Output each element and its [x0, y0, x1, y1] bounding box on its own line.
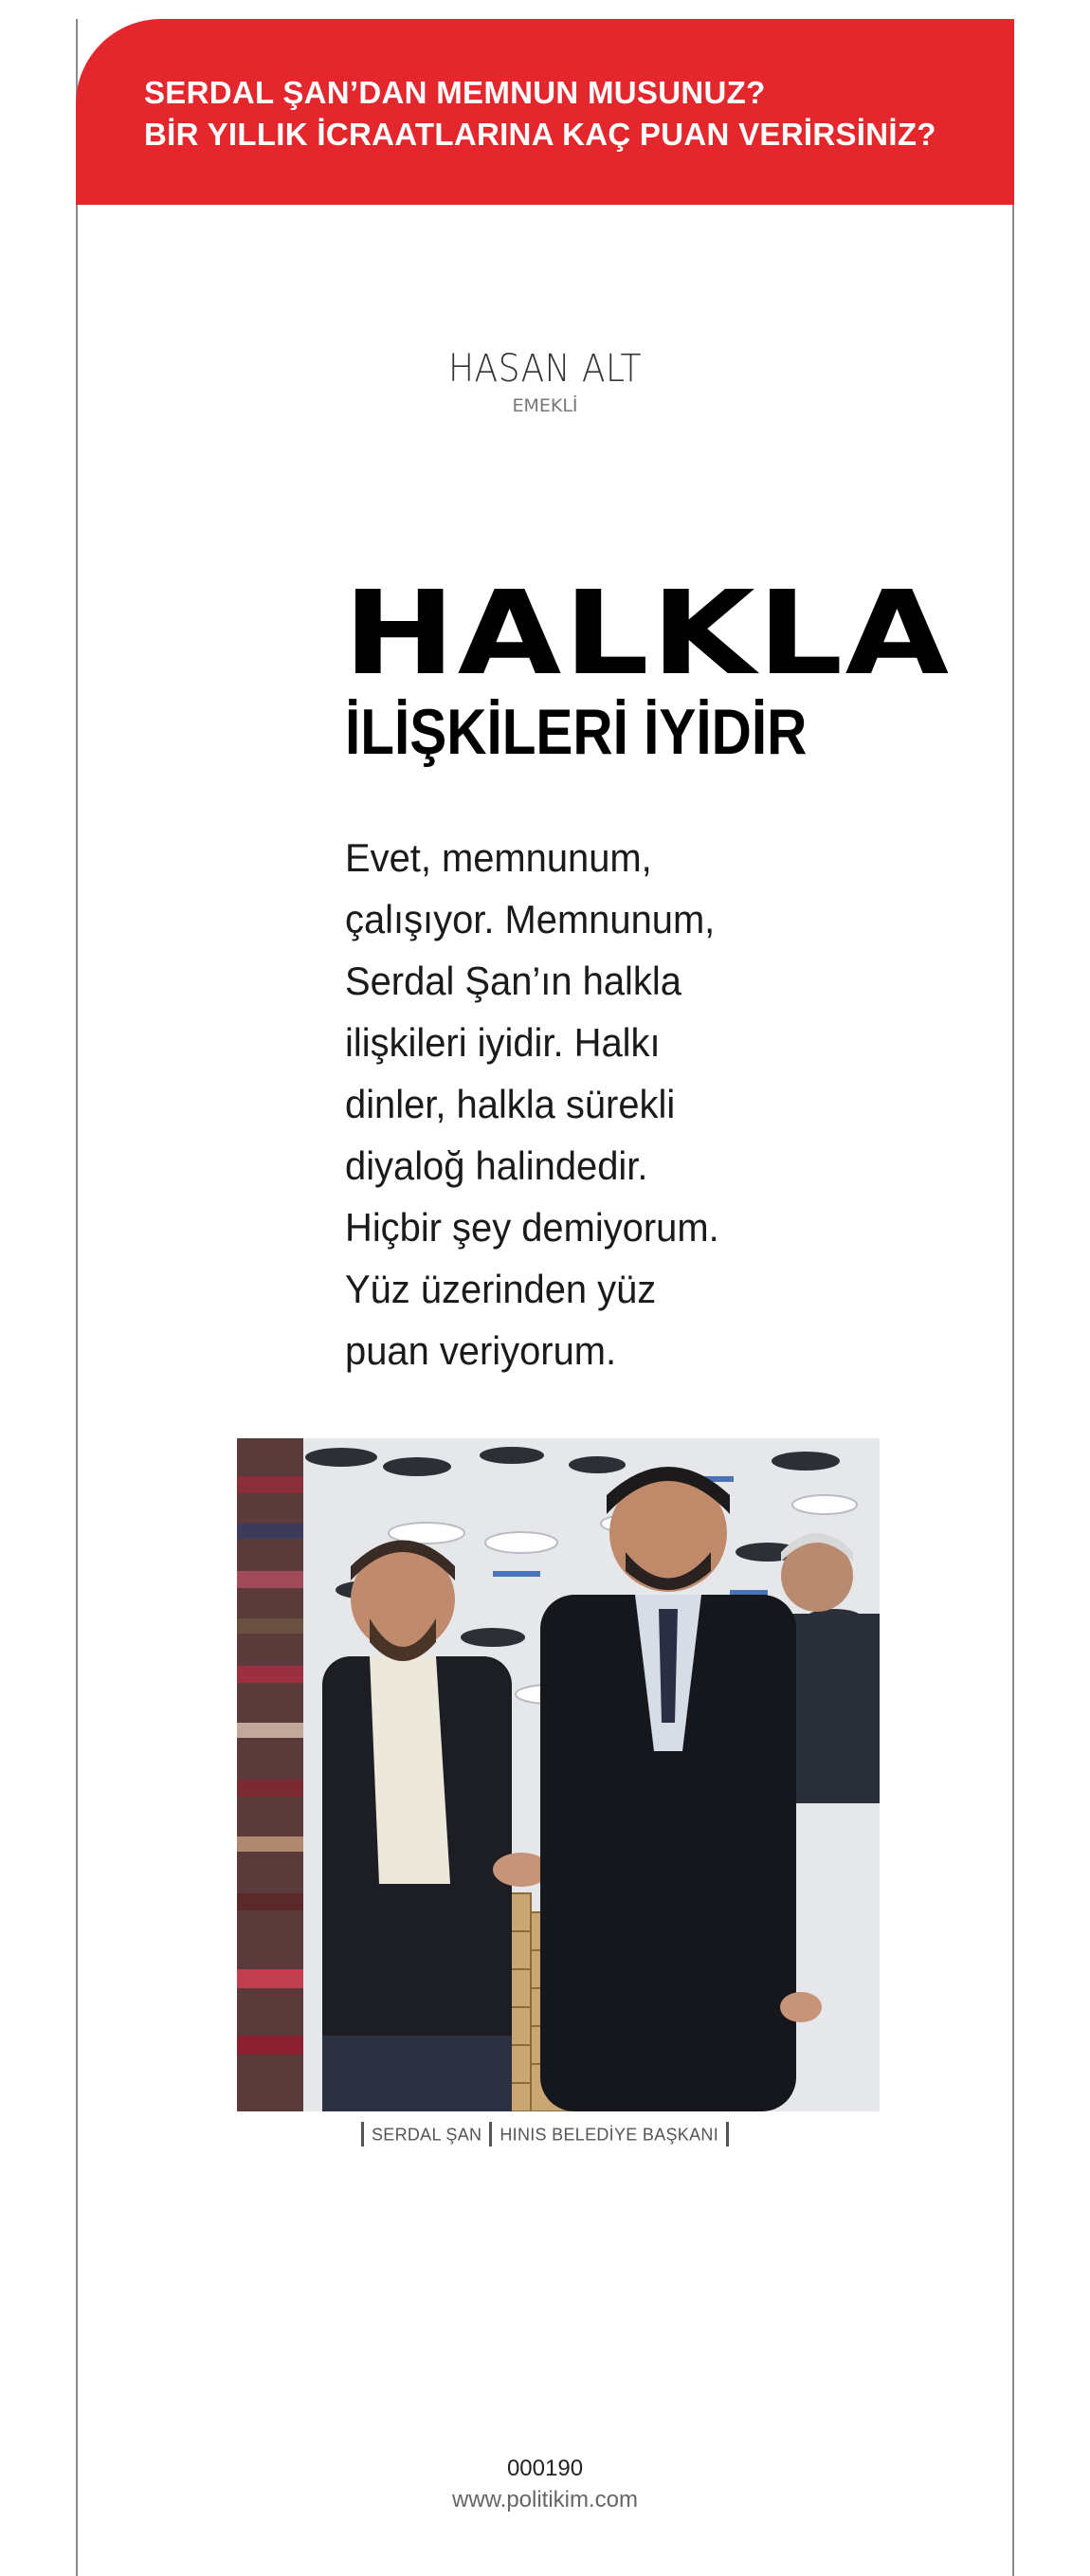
respondent-name: HASAN ALT	[448, 347, 642, 391]
header-question-line-1: SERDAL ŞAN’DAN MEMNUN MUSUNUZ?	[144, 75, 766, 110]
caption-divider	[361, 2122, 364, 2147]
quote-line: puan veriyorum.	[345, 1328, 617, 1373]
quote-line: ilişkileri iyidir. Halkı	[345, 1020, 661, 1065]
quote-line: Serdal Şan’ın halkla	[345, 959, 681, 1003]
quote-line: dinler, halkla sürekli	[345, 1082, 676, 1126]
headline-sub: İLİŞKİLERİ İYİDİR	[345, 696, 808, 768]
quote-line: çalışıyor. Memnunum,	[345, 897, 716, 941]
respondent-occupation: EMEKLİ	[512, 395, 578, 416]
quote-line: Hiçbir şey demiyorum.	[345, 1205, 719, 1250]
handshake-photo	[237, 1438, 880, 2111]
quote-line: Evet, memnunum,	[345, 835, 652, 880]
caption-divider	[489, 2122, 492, 2147]
quote-body	[345, 827, 759, 1381]
caption-name: SERDAL ŞAN	[371, 2125, 482, 2145]
caption-title: HINIS BELEDİYE BAŞKANI	[500, 2125, 719, 2145]
quote-line: diyaloğ halindedir.	[345, 1143, 648, 1188]
photo-caption	[0, 2120, 1090, 2147]
footer-url: www.politikim.com	[451, 2487, 639, 2512]
header-banner	[76, 19, 1014, 205]
footer-code: 000190	[506, 2456, 584, 2481]
footer	[0, 2454, 1090, 2516]
quote-line: Yüz üzerinden yüz	[345, 1267, 657, 1311]
caption-divider	[726, 2122, 729, 2147]
header-question-line-2: BİR YILLIK İCRAATLARINA KAÇ PUAN VERİRSİNİZ?	[144, 117, 936, 152]
headline-main: HALKLA	[343, 566, 952, 701]
respondent	[0, 346, 1090, 418]
